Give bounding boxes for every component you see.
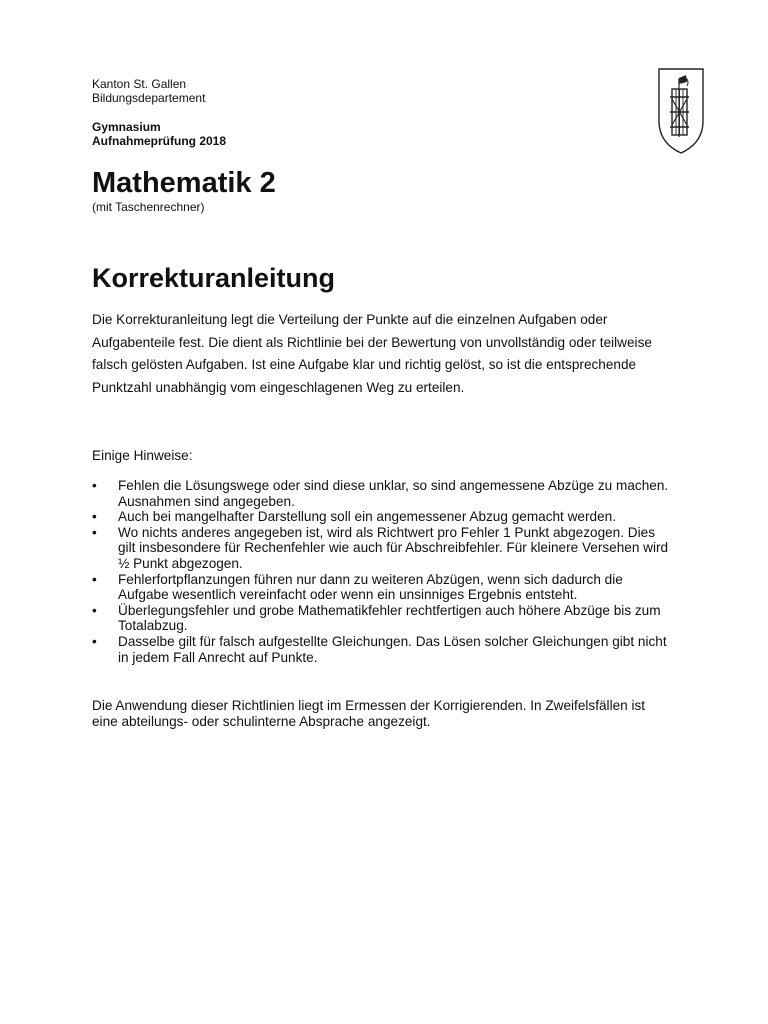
bullet-icon: • — [92, 633, 97, 649]
list-item-text: Dasselbe gilt für falsch aufgestellte Gleichungen. Das Lösen solcher Gleichungen gibt nicht in jedem Fall Anrecht auf Punkte. — [118, 633, 667, 665]
list-item — [92, 572, 672, 603]
list-item — [92, 634, 672, 665]
department-name: Bildungsdepartement — [92, 91, 206, 105]
list-item — [92, 509, 672, 525]
document-subtitle: (mit Taschenrechner) — [92, 200, 205, 214]
bullet-icon: • — [92, 602, 97, 618]
issuer-block — [92, 77, 205, 105]
list-item-text: Fehlen die Lösungswege oder sind diese unklar, so sind angemessene Abzüge zu machen. Ausnahmen sind angegeben. — [118, 478, 669, 509]
exam-name: Aufnahmeprüfung 2018 — [92, 134, 227, 148]
bullet-icon: • — [92, 478, 97, 493]
canton-name: Kanton St. Gallen — [92, 77, 187, 91]
list-item — [92, 603, 672, 634]
list-item — [92, 525, 672, 572]
bullet-icon: • — [92, 571, 97, 587]
list-item-text: Wo nichts anderes angegeben ist, wird als Richtwert pro Fehler 1 Punkt abgezogen. Dies gilt insbesondere für Rechenfehler wie auch für Abschreibfehler. Für kleinere Versehen wird ½ Punkt abgezogen. — [118, 524, 669, 571]
list-item-text: Überlegungsfehler und grobe Mathematikfehler rechtfertigen auch höhere Abzüge bis zum Totalabzug. — [118, 602, 661, 634]
closing-paragraph: Die Anwendung dieser Richtlinien liegt im Ermessen der Korrigierenden. In Zweifelsfällen ist eine abteilungs- oder schulinterne Absprache angezeigt. — [92, 698, 646, 729]
intro-paragraph: Die Korrekturanleitung legt die Verteilung der Punkte auf die einzelnen Aufgaben oder Aufgabenteile fest. Die dient als Richtlinie bei der Bewertung von unvollständig oder teilweise falsch gelösten Aufgaben. Ist eine Aufgabe klar und richtig gelöst, so ist die entsprechende Punktzahl unabhängig vom eingeschlagenen Weg zu erteilen. — [92, 312, 652, 395]
list-item-text: Fehlerfortpflanzungen führen nur dann zu weiteren Abzügen, wenn sich dadurch die Aufgabe wesentlich vereinfacht oder wenn ein unsinniges Ergebnis entsteht. — [118, 571, 623, 603]
school-type: Gymnasium — [92, 120, 161, 134]
document-title: Mathematik 2 — [92, 167, 276, 199]
bullet-icon: • — [92, 524, 97, 540]
hints-heading: Einige Hinweise: — [92, 448, 193, 463]
exam-block — [92, 120, 226, 148]
list-item-text: Auch bei mangelhafter Darstellung soll ein angemessener Abzug gemacht werden. — [118, 509, 616, 525]
section-heading: Korrekturanleitung — [92, 263, 336, 293]
list-item — [92, 478, 672, 509]
bullet-icon: • — [92, 509, 97, 525]
hints-list — [92, 478, 672, 665]
coat-of-arms-icon — [657, 67, 705, 155]
